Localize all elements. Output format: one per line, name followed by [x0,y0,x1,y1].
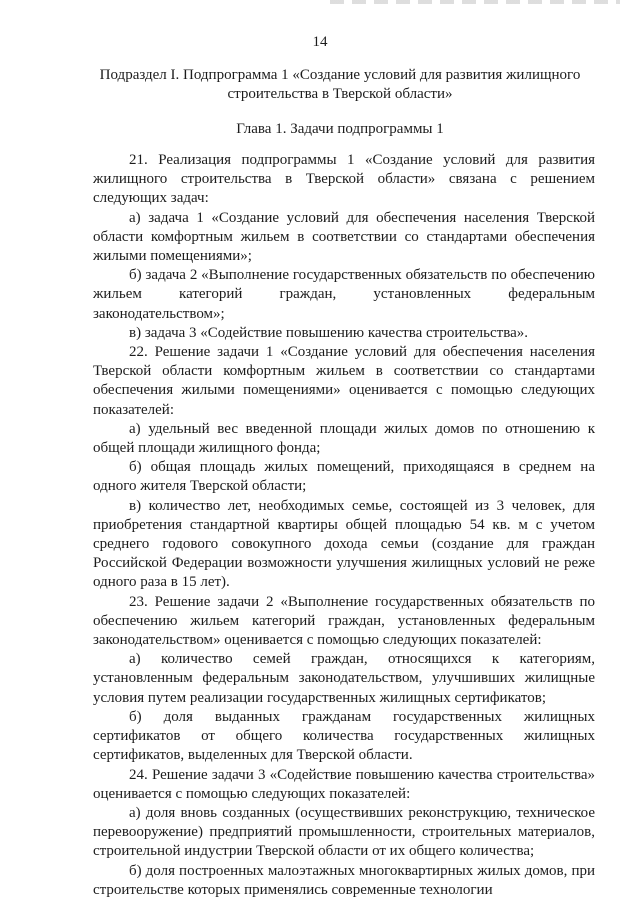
paragraph-22-item-c: в) количество лет, необходимых семье, состоящей из 3 человек, для приобретения стандартной квартиры общей площадью 54 кв. м с учетом среднего годового совокупного дохода семьи (создание для граждан Российской Федерации возможности улучшения жилищных условий не реже одного раза в 15 лет). [93,497,595,591]
body-text [93,151,595,900]
paragraph-21: 21. Реализация подпрограммы 1 «Создание условий для развития жилищного строительства в Тверской области» связана с решением следующих задач: [93,152,595,207]
paragraph-22-item-b: б) общая площадь жилых помещений, приходящаяся в среднем на одного жителя Тверской области; [93,459,595,495]
paragraph-24-item-a: а) доля вновь созданных (осуществивших реконструкцию, техническое перевооружение) предприятий промышленности, строительных материалов, строительной индустрии Тверской области от их общего количества; [93,804,595,860]
subsection-title: Подраздел I. Подпрограмма 1 «Создание условий для развития жилищного строительства в Тверской области» [99,67,581,102]
chapter-title: Глава 1. Задачи подпрограммы 1 [236,121,444,137]
scan-artifact [330,0,620,4]
page-number: 14 [312,34,328,50]
paragraph-24: 24. Решение задачи 3 «Содействие повышению качества строительства» оценивается с помощью следующих показателей: [93,766,595,802]
paragraph-22: 22. Решение задачи 1 «Создание условий для обеспечения населения Тверской области комфортным жильем в соответствии со стандартами обеспечения жилыми помещениями» оценивается с помощью следующих показателей: [93,344,595,418]
paragraph-22-item-a: а) удельный вес введенной площади жилых домов по отношению к общей площади жилищного фонда; [93,420,595,457]
paragraph-23-item-b: б) доля выданных гражданам государственных жилищных сертификатов от общего количества государственных жилищных сертификатов, выделенных для Тверской области. [93,708,595,764]
paragraph-21-item-c: в) задача 3 «Содействие повышению качества строительства». [129,324,528,341]
paragraph-21-item-a: а) задача 1 «Создание условий для обеспечения населения Тверской области комфортным жильем в соответствии со стандартами обеспечения жилыми помещениями»; [93,209,595,265]
paragraph-23: 23. Решение задачи 2 «Выполнение государственных обязательств по обеспечению жильем категорий граждан, установленных федеральным законодательством» оценивается с помощью следующих показателей: [93,593,595,649]
paragraph-21-item-b: б) задача 2 «Выполнение государственных обязательств по обеспечению жильем категорий граждан, установленных федеральным законодательством»; [93,267,595,322]
paragraph-24-item-b: б) доля построенных малоэтажных многоквартирных жилых домов, при строительстве которых применялись современные технологии [93,862,595,898]
paragraph-23-item-a: а) количество семей граждан, относящихся к категориям, установленным федеральным законодательством, улучшивших жилищные условия путем реализации государственных жилищных сертификатов; [93,651,595,706]
